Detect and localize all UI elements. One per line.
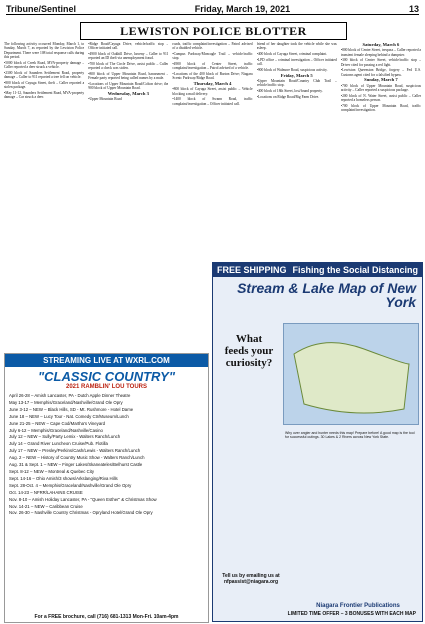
tour-item: Nov. 26-30 – Nashville Country Christmas - Opryland Hotel/Grand Ole Opry	[9, 510, 153, 516]
blotter-entry: roads, traffic complaint/investigation – Patrol advised of a disabled vehicle.	[172, 42, 253, 51]
blotter-column-2	[88, 42, 168, 242]
day-heading: Friday, March 5	[280, 72, 313, 78]
blotter-entry: •800 block of Cayuga Street, theft – Caller reported a stolen package.	[4, 80, 85, 89]
blotter-entry: •400 block of Cayuga Street, criminal complaint.	[256, 52, 328, 56]
tour-item: July 17 – NEW – Presley/Perkins/Cash/Lewis - Walters Ranch/Lunch	[9, 448, 141, 454]
blotter-entry: •1400 block of Swann Road, traffic complaint/investigation – Officer initiated call.	[172, 97, 253, 106]
blotter-entry: •4900 block of Center Street, traffic complaint/investigation – Patrol advised of a vehicle.	[172, 62, 253, 71]
blotter-entry: •Locations of Upper Mountain Road/Colton drive; the 900 block of Upper Mountain Road.	[88, 82, 169, 91]
blotter-entry: •400 block of 18th Street, lost/found property.	[256, 88, 323, 93]
blotter-columns	[4, 42, 421, 242]
blotter-entry: •2300 block of Saunders Settlement Road, property damage – Caller to 911 reported a tree fell on vehicle.	[4, 70, 85, 79]
blotter-entry: •Upper Mountain Road/Country Club Trail – vehicle/traffic stop.	[256, 78, 337, 87]
radio-ad-subtitle: 2021 RAMBLIN' LOU TOURS	[66, 384, 147, 390]
tour-item: June 21-25 – NEW – Cape Cod/Martha's Vineyard	[9, 420, 106, 426]
tour-list	[9, 393, 204, 517]
blotter-entry: •LPD office – criminal investigation – Officer initiated call.	[256, 57, 337, 66]
day-heading: Thursday, March 4	[193, 81, 232, 86]
page-number: 13	[408, 4, 419, 14]
blotter-entry: •Ridge Road/Cayuga Drive, vehicle/traffic stop – Officer initiated call.	[88, 42, 169, 51]
issue-date: Friday, March 19, 2021	[194, 4, 291, 14]
blotter-entry: •Locations on Ridge Road/Big Farm Drive.	[256, 94, 320, 99]
tour-item: June 18 – NEW – Lucy Tour - Nat. Comedy Ctr/Museum/Lunch	[9, 413, 129, 419]
blotter-entry: •5000 block of Creek Road, MVA-property damage – Caller reported a deer struck a vehicle.	[4, 60, 85, 69]
tour-item: Sept. 14-16 – Ohio Amish/3 shows/Arkslanging/Riva Hills	[9, 475, 118, 481]
blotter-entry: •800 block of Center Street, trespass – Caller reported a transient female sleeping behind a dumpster.	[340, 48, 422, 57]
blotter-column-1	[4, 42, 84, 242]
masthead	[6, 2, 419, 15]
radio-ad-footer: For a FREE brochure, call (716) 681-1313 Mon-Fri. 10am-4pm	[34, 614, 179, 620]
tour-item: Nov. 14-21 – NEW – Caribbean Cruise	[9, 503, 83, 509]
blotter-column-3	[172, 42, 252, 242]
curiosity-email: Tell us by emailing us at nfpassist@niagara.org	[222, 573, 280, 585]
blotter-entry: •Upper Mountain Road	[88, 97, 122, 102]
radio-ad-header: STREAMING LIVE AT WXRL.COM	[5, 354, 208, 367]
blotter-entry: •300 block of Center Street, vehicle/traffic stop – Driver cited for passing a red light.	[340, 58, 422, 67]
tour-item: Nov. 8-10 – Amish Holiday Lancaster, PA - "Queen Esther" & Christmas Show	[9, 496, 157, 502]
tour-item: July 14 – Grand River Luncheon Cruise/Pub. Flotilla	[9, 441, 108, 447]
blotter-entry: friend of her daughter took the vehicle while she was asleep.	[256, 42, 337, 51]
curiosity-line: feeds your	[224, 345, 274, 357]
radio-ad-title: "CLASSIC COUNTRY"	[37, 369, 176, 384]
blotter-entry: •700 block of The Circle Drive, assist public – Caller reported a check was stolen.	[88, 62, 169, 71]
blotter-entry: •700 block of Upper Mountain Road, suspicious activity – Caller reported a suspicious package.	[340, 83, 422, 92]
blotter-title: LEWISTON POLICE BLOTTER	[80, 22, 347, 40]
paper-name: Tribune/Sentinel	[6, 4, 77, 14]
blotter-entry: •900 block of Walmore Road, suspicious activity.	[256, 67, 328, 72]
map-description: Why over angler and hunter needs this map! Prepare before! A good map is the tool for successful outings. 30 Lakes & 2 Rivers across New York State.	[285, 431, 415, 440]
blotter-entry: •Lewiston Queenston Bridge, forgery – Fed U.S. Customs agent cited for a falsified bypass.	[340, 68, 422, 77]
day-heading: Sunday, March 7	[364, 77, 398, 83]
tour-item: Sept. 28-Oct. 4 – Memphis/Graceland/Nashville/Grand Ole Opry	[9, 482, 132, 488]
day-heading: Wednesday, March 3	[107, 91, 149, 96]
blotter-column-4	[257, 42, 337, 242]
curiosity-promo	[219, 333, 279, 369]
blotter-entry: •May 11-12, Saunders Settlement Road, MVA-property damage – Car struck a deer.	[4, 90, 85, 99]
tour-item: Aug. 31 & Sept. 1 – NEW – Finger Lakes/Skaneateles/Belhurst Castle	[9, 462, 143, 468]
tour-item: Aug. 2 – NEW – History of Country Music Show - Walters Ranch/Lunch	[9, 455, 145, 461]
free-shipping-label: FREE SHIPPING	[217, 265, 287, 275]
fishing-ad-header	[213, 263, 422, 277]
blotter-entry: The following activity occurred Monday, March 1, to Sunday, March 7, as reported by the Lewiston Police Department. There were 108 total response calls during this period.	[4, 42, 85, 59]
tour-item: June 3-12 – NEW – Black Hills, SD - Mt. Rushmore - Hotel Dame	[9, 406, 134, 412]
tour-item: Sept. 8-12 – NEW – Montreal & Quebec City	[9, 468, 95, 474]
blotter-entry: •Campus Parkway/Moncagle Trail – vehicle/traffic stop.	[172, 52, 253, 61]
tour-item: July 12 – NEW – Sully/Party Lemix - Walters Ranch/Lunch	[9, 434, 121, 440]
tour-item: May 13-17 – Memphis/Graceland/Nashville/Grand Ole Opry	[9, 399, 123, 405]
tour-item: April 26-28 – Amish Lancaster, PA - Dutch Apple Dinner Theatre	[9, 393, 131, 398]
blotter-entry: •800 block of Upper Mountain Road, harassment – Female party reported being called names by a male.	[88, 72, 169, 81]
blotter-entry: •4900 block of Oakhill Drive, larceny – Caller to 911 reported an ID theft via unemployment fraud.	[88, 52, 169, 61]
day-heading: Saturday, March 6	[362, 42, 400, 47]
curiosity-line: curiosity?	[225, 357, 273, 369]
curiosity-line: What	[235, 333, 263, 345]
publisher-name: Niagara Frontier Publications	[316, 603, 400, 609]
fishing-ad-title: Stream & Lake Map of New York	[237, 280, 416, 310]
tour-item: July 6-12 – Memphis/Graceland/Nashville/Casino	[9, 427, 103, 433]
blotter-entry: •200 block of N. Water Street, assist public – Caller reported a homeless person.	[340, 93, 422, 102]
fishing-map-ad	[212, 262, 423, 622]
tour-item: Oct. 14-23 – NFRR/LAHAINS CRUISE	[9, 489, 83, 495]
blotter-entry: •700 block of Upper Mountain Road, traffic complaint/investigation.	[340, 103, 422, 112]
blotter-entry: •800 block of Cayuga Street, assist public – Vehicle blocking a mail delivery.	[172, 87, 253, 96]
map-image	[283, 323, 419, 425]
map-illustration	[284, 324, 418, 424]
blotter-column-5	[341, 42, 421, 242]
radio-ad	[4, 353, 209, 623]
fishing-tagline: Fishing the Social Distancing	[292, 265, 418, 275]
blotter-entry: •Locations of the 400 block of Barton Drive; Niagara Scenic Parkway/Ridge Road.	[172, 72, 253, 81]
offer-text: LIMITED TIME OFFER – 3 BONUSES WITH EACH MAP	[287, 611, 416, 617]
